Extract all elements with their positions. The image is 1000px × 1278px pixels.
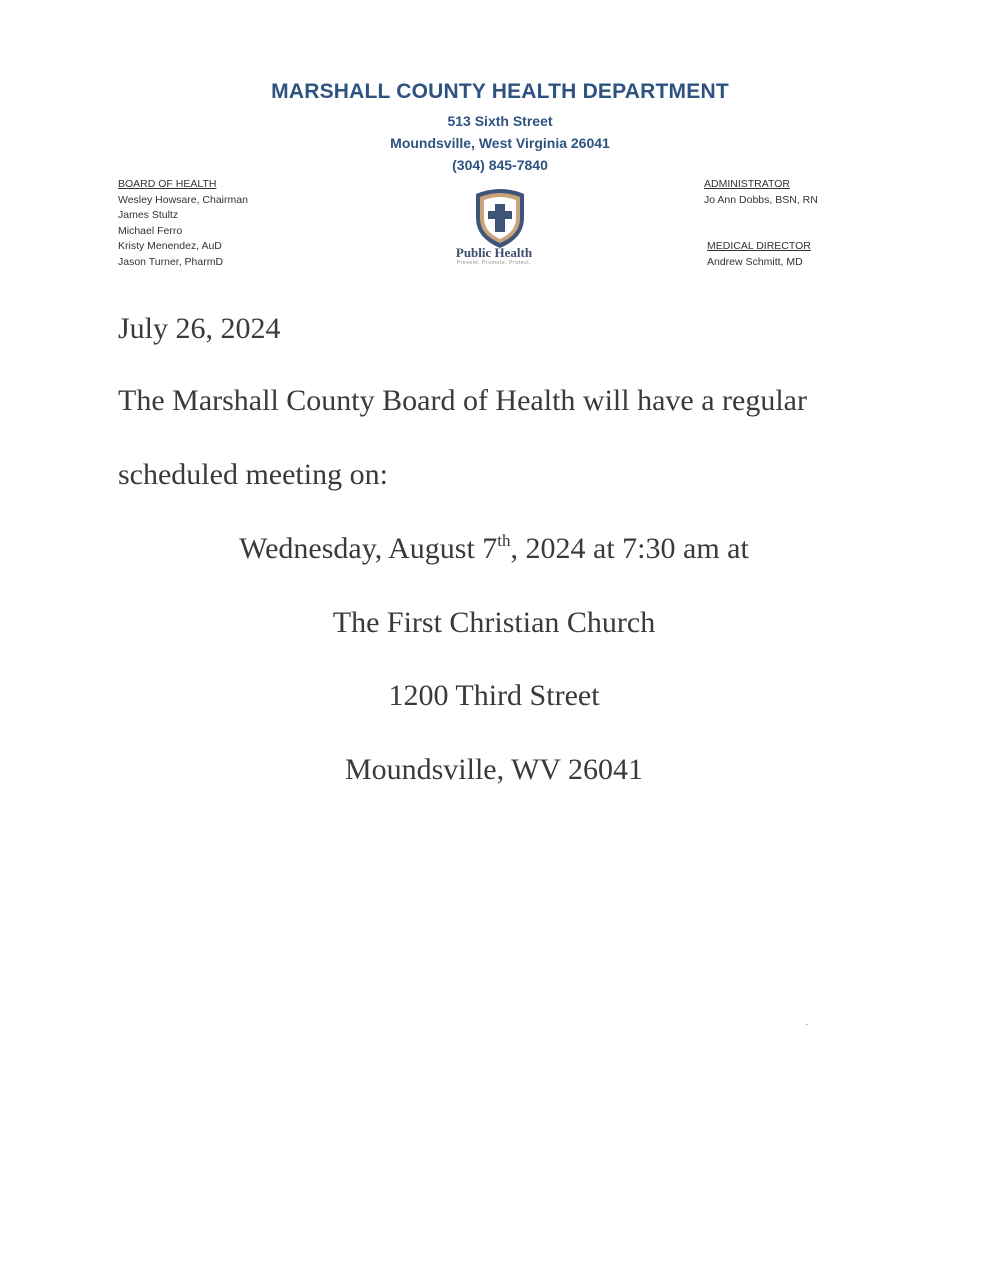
medical-director-name: Andrew Schmitt, MD xyxy=(707,255,803,268)
logo-tagline: Prevent. Promote. Protect. xyxy=(456,260,532,266)
organization-city: Moundsville, West Virginia 26041 xyxy=(390,135,610,151)
meeting-date-ordinal: th xyxy=(497,531,511,550)
administrator-heading: ADMINISTRATOR xyxy=(704,178,790,190)
board-member: Michael Ferro xyxy=(118,224,183,237)
medical-director-block xyxy=(707,239,811,270)
board-member: Wesley Howsare, Chairman xyxy=(118,193,248,206)
organization-name: MARSHALL COUNTY HEALTH DEPARTMENT xyxy=(271,80,729,103)
notice-date: July 26, 2024 xyxy=(118,312,281,345)
meeting-date-main: Wednesday, August 7 xyxy=(239,532,498,565)
logo-caption: Public Health xyxy=(455,245,533,260)
meeting-date xyxy=(0,532,988,566)
notice-intro-line-2: scheduled meeting on: xyxy=(118,458,388,491)
organization-street: 513 Sixth Street xyxy=(447,113,553,129)
board-of-health xyxy=(118,177,248,271)
notice-intro-line-1: The Marshall County Board of Health will have a regular xyxy=(118,384,807,417)
administrator-block xyxy=(704,177,818,208)
board-member: Kristy Menendez, AuD xyxy=(118,240,222,253)
meeting-date-time: , 2024 at 7:30 am at xyxy=(510,532,749,565)
board-member: James Stultz xyxy=(118,209,179,222)
scan-speck xyxy=(806,1024,808,1025)
meeting-venue-street: 1200 Third Street xyxy=(388,679,600,712)
organization-phone: (304) 845-7840 xyxy=(452,157,548,173)
meeting-venue-city: Moundsville, WV 26041 xyxy=(344,753,644,786)
medical-director-heading: MEDICAL DIRECTOR xyxy=(707,240,811,252)
meeting-venue: The First Christian Church xyxy=(332,606,656,639)
board-member: Jason Turner, PharmD xyxy=(118,255,224,268)
administrator-name: Jo Ann Dobbs, BSN, RN xyxy=(704,193,818,206)
board-heading: BOARD OF HEALTH xyxy=(118,178,217,190)
